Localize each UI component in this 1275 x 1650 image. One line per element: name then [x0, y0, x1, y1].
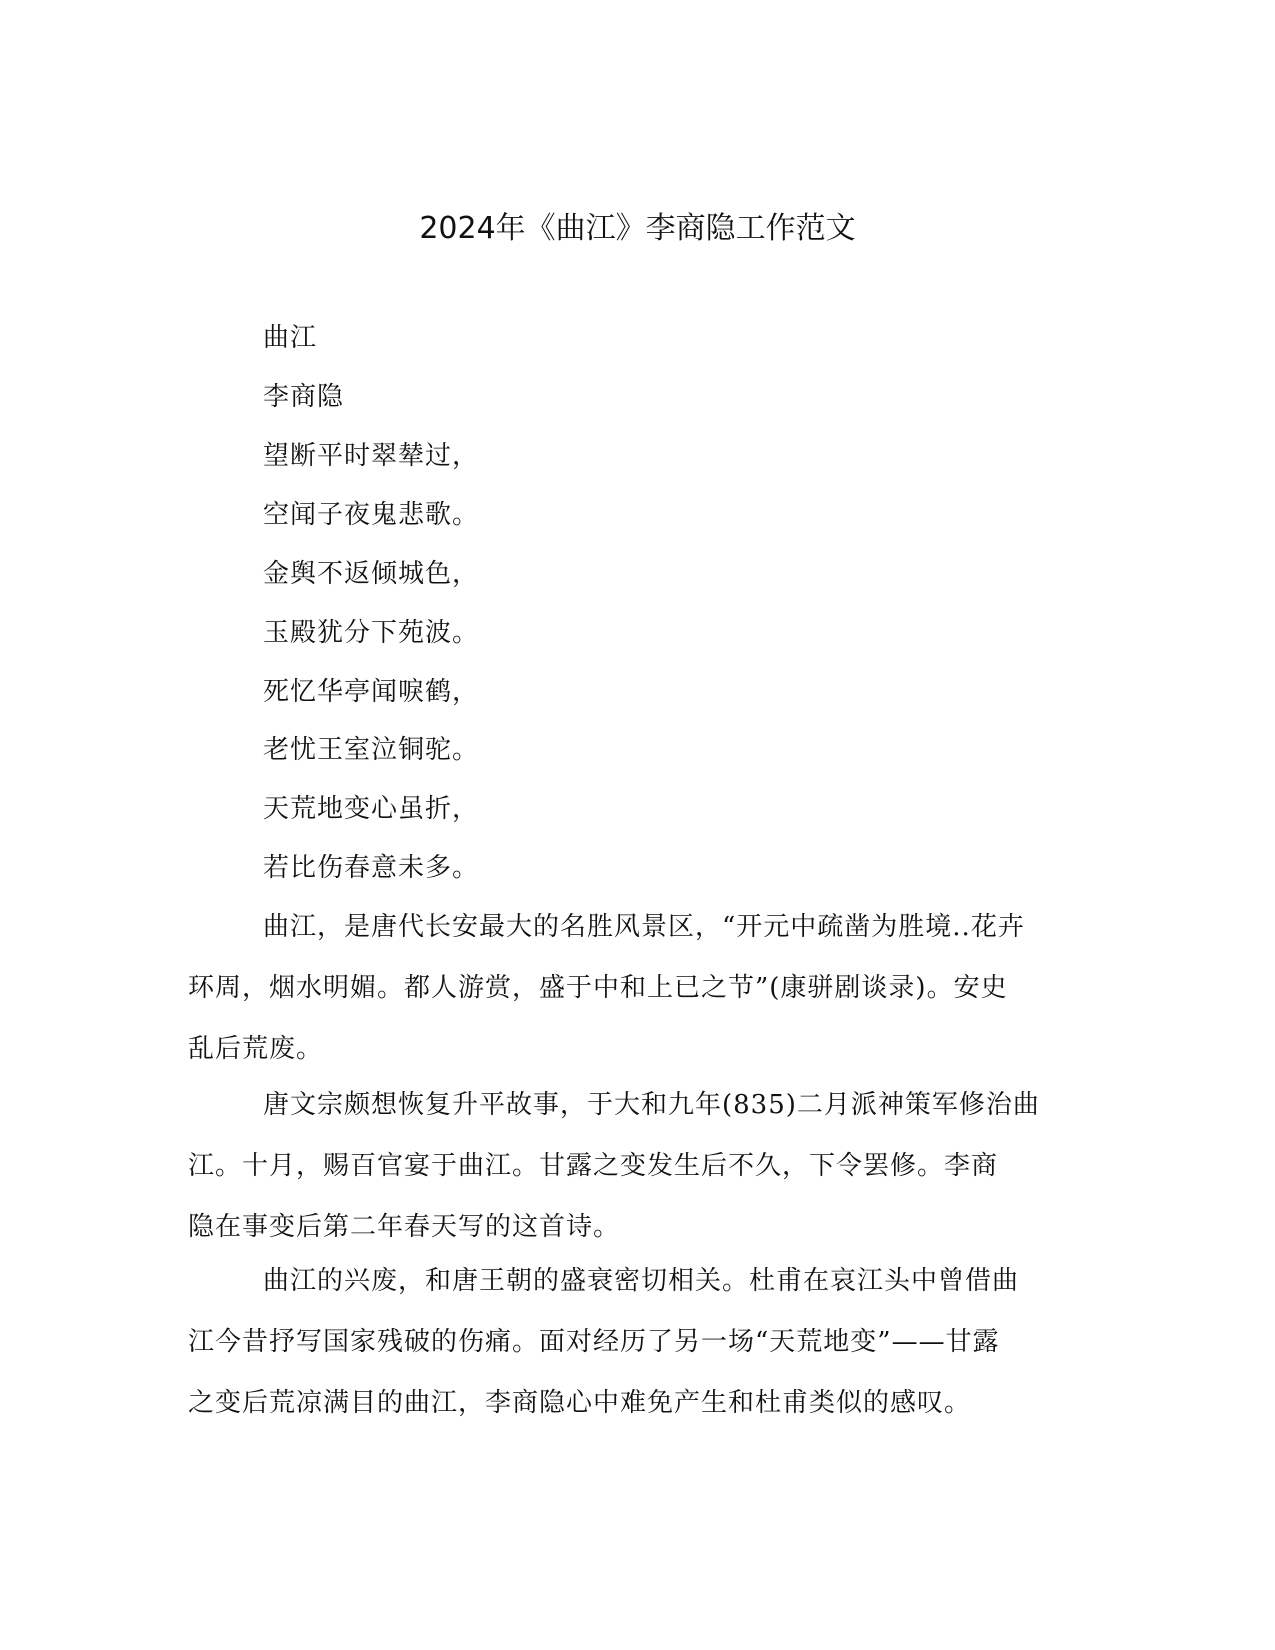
poem-line: 老忧王室泣铜驼。	[263, 735, 480, 765]
paragraph-line: 曲江的兴废，和唐王朝的盛衰密切相关。杜甫在哀江头中曾借曲	[263, 1266, 1020, 1296]
poem-line: 空闻子夜鬼悲歌。	[263, 500, 480, 530]
paragraph	[188, 1075, 1088, 1258]
poem-line: 若比伤春意未多。	[263, 853, 480, 883]
paragraph-line: 江今昔抒写国家残破的伤痛。面对经历了另一场“天荒地变”——甘露	[188, 1327, 1000, 1357]
document-title: 2024年《曲江》李商隐工作范文	[419, 211, 856, 246]
paragraph-line: 曲江，是唐代长安最大的名胜风景区，“开元中疏凿为胜境..花卉	[263, 912, 1025, 942]
paragraph	[188, 1251, 1088, 1434]
poem-line: 望断平时翠辇过，	[263, 441, 480, 471]
paragraph	[188, 897, 1088, 1080]
paragraph-line: 之变后荒凉满目的曲江，李商隐心中难免产生和杜甫类似的感叹。	[188, 1388, 972, 1418]
poem-title: 曲江	[263, 323, 318, 353]
paragraph-line: 乱后荒废。	[188, 1034, 324, 1064]
paragraph-line: 唐文宗颇想恢复升平故事，于大和九年(835)二月派神策军修治曲	[263, 1090, 1040, 1120]
poem-line: 死忆华亭闻唳鹤，	[263, 677, 480, 707]
paragraph-line: 江。十月，赐百官宴于曲江。甘露之变发生后不久，下令罢修。李商	[188, 1151, 999, 1181]
poem-line: 天荒地变心虽折，	[263, 794, 480, 824]
paragraph-line: 环周，烟水明媚。都人游赏，盛于中和上已之节”(康骈剧谈录)。安史	[188, 973, 1008, 1003]
poem-author: 李商隐	[263, 382, 345, 412]
poem-line: 玉殿犹分下苑波。	[263, 618, 480, 648]
paragraph-line: 隐在事变后第二年春天写的这首诗。	[188, 1212, 621, 1242]
poem-line: 金舆不返倾城色，	[263, 559, 480, 589]
